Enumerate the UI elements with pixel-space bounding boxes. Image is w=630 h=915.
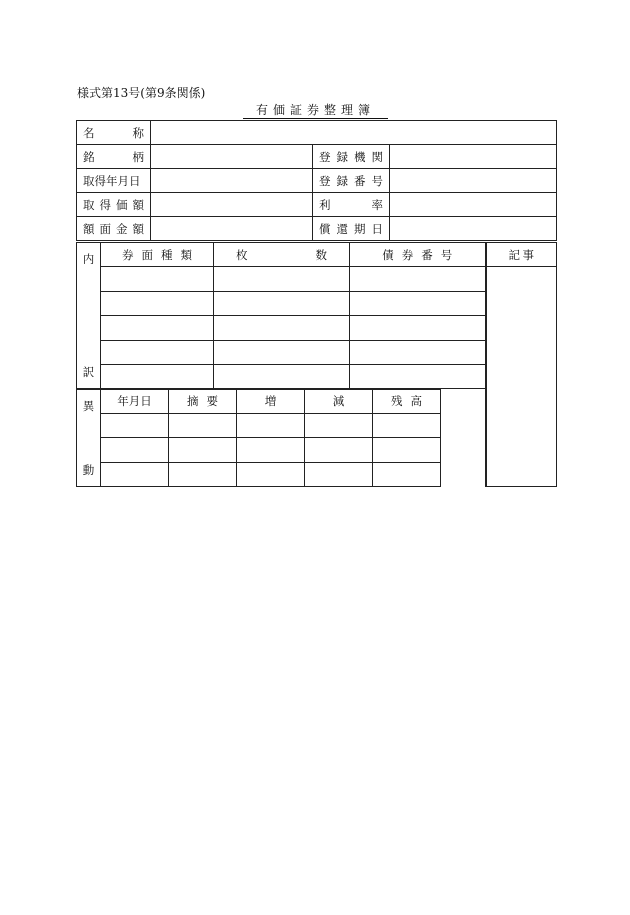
decrease-cell[interactable] xyxy=(305,413,373,437)
info-row xyxy=(77,217,557,241)
increase-cell[interactable] xyxy=(237,413,305,437)
info-label-right xyxy=(313,193,390,217)
info-label-right-text: 登 録 番 号 xyxy=(319,173,383,188)
balance-header xyxy=(373,389,441,413)
info-row xyxy=(77,193,557,217)
balance-header-text: 残 高 xyxy=(391,394,422,409)
info-row xyxy=(77,169,557,193)
count-cell[interactable] xyxy=(214,316,350,340)
face-type-cell[interactable] xyxy=(101,340,214,364)
info-label xyxy=(77,217,151,241)
info-value[interactable] xyxy=(151,121,557,145)
face-type-cell[interactable] xyxy=(101,316,214,340)
increase-header xyxy=(237,389,305,413)
date-header-text: 年月日 xyxy=(117,394,152,409)
info-label-text: 名 称 xyxy=(83,125,144,140)
notes-header-text: 記 事 xyxy=(508,247,534,262)
info-label xyxy=(77,169,151,193)
info-value[interactable] xyxy=(151,145,313,169)
balance-cell[interactable] xyxy=(373,462,441,486)
decrease-header-text: 減 xyxy=(332,394,345,409)
info-value-right[interactable] xyxy=(390,169,557,193)
info-table xyxy=(76,120,557,241)
changes-side-label xyxy=(77,389,101,487)
info-label-text: 取得年月日 xyxy=(83,173,141,188)
detail-table xyxy=(76,242,630,487)
face-type-header xyxy=(101,243,214,267)
info-row xyxy=(77,145,557,169)
info-label-right xyxy=(313,145,390,169)
breakdown-side-top: 内 xyxy=(82,252,95,266)
count-header-text: 枚 数 xyxy=(236,247,327,262)
date-cell[interactable] xyxy=(101,413,169,437)
notes-cell[interactable] xyxy=(486,267,557,487)
info-label xyxy=(77,121,151,145)
face-type-cell[interactable] xyxy=(101,267,214,291)
summary-header xyxy=(169,389,237,413)
form-title: 有価証券整理簿 xyxy=(243,103,388,119)
count-cell[interactable] xyxy=(214,364,350,388)
increase-header-text: 増 xyxy=(264,394,277,409)
bond-number-cell[interactable] xyxy=(350,340,486,364)
balance-cell[interactable] xyxy=(373,413,441,437)
changes-side-bottom: 動 xyxy=(82,462,95,477)
info-label-right xyxy=(313,217,390,241)
summary-header-text: 摘 要 xyxy=(187,394,218,409)
info-label-text: 額 面 金 額 xyxy=(83,221,144,236)
increase-cell[interactable] xyxy=(237,438,305,462)
count-cell[interactable] xyxy=(214,291,350,315)
date-cell[interactable] xyxy=(101,438,169,462)
face-type-cell[interactable] xyxy=(101,291,214,315)
face-type-cell[interactable] xyxy=(101,364,214,388)
info-label-right xyxy=(313,169,390,193)
info-value-right[interactable] xyxy=(390,193,557,217)
decrease-header xyxy=(305,389,373,413)
date-header xyxy=(101,389,169,413)
bond-number-cell[interactable] xyxy=(350,267,486,291)
decrease-cell[interactable] xyxy=(305,462,373,486)
info-label-text: 取 得 価 額 xyxy=(83,197,144,212)
summary-cell[interactable] xyxy=(169,413,237,437)
info-value[interactable] xyxy=(151,193,313,217)
info-value[interactable] xyxy=(151,217,313,241)
count-cell[interactable] xyxy=(214,340,350,364)
count-cell[interactable] xyxy=(214,267,350,291)
notes-header xyxy=(486,243,557,267)
info-label-right-text: 登 録 機 関 xyxy=(319,149,383,164)
info-label xyxy=(77,193,151,217)
info-label-right-text: 償 還 期 日 xyxy=(319,221,383,236)
bond-number-cell[interactable] xyxy=(350,364,486,388)
decrease-cell[interactable] xyxy=(305,438,373,462)
info-label-right-text: 利 率 xyxy=(319,197,383,212)
summary-cell[interactable] xyxy=(169,462,237,486)
bond-number-cell[interactable] xyxy=(350,316,486,340)
info-row xyxy=(77,121,557,145)
breakdown-row xyxy=(77,267,630,291)
breakdown-side-label xyxy=(77,243,101,389)
info-value-right[interactable] xyxy=(390,145,557,169)
count-header xyxy=(214,243,350,267)
breakdown-header-row xyxy=(77,243,630,267)
bond-number-header-text: 債 券 番 号 xyxy=(382,247,453,262)
info-value[interactable] xyxy=(151,169,313,193)
balance-cell[interactable] xyxy=(373,438,441,462)
breakdown-side-bottom: 訳 xyxy=(82,364,95,379)
changes-side-top: 異 xyxy=(82,398,95,413)
face-type-header-text: 券 面 種 類 xyxy=(122,247,192,262)
bond-number-cell[interactable] xyxy=(350,291,486,315)
date-cell[interactable] xyxy=(101,462,169,486)
summary-cell[interactable] xyxy=(169,438,237,462)
form-number: 様式第13号(第9条関係) xyxy=(77,86,206,100)
bond-number-header xyxy=(350,243,486,267)
info-value-right[interactable] xyxy=(390,217,557,241)
info-label xyxy=(77,145,151,169)
increase-cell[interactable] xyxy=(237,462,305,486)
info-label-text: 銘 柄 xyxy=(83,149,144,164)
